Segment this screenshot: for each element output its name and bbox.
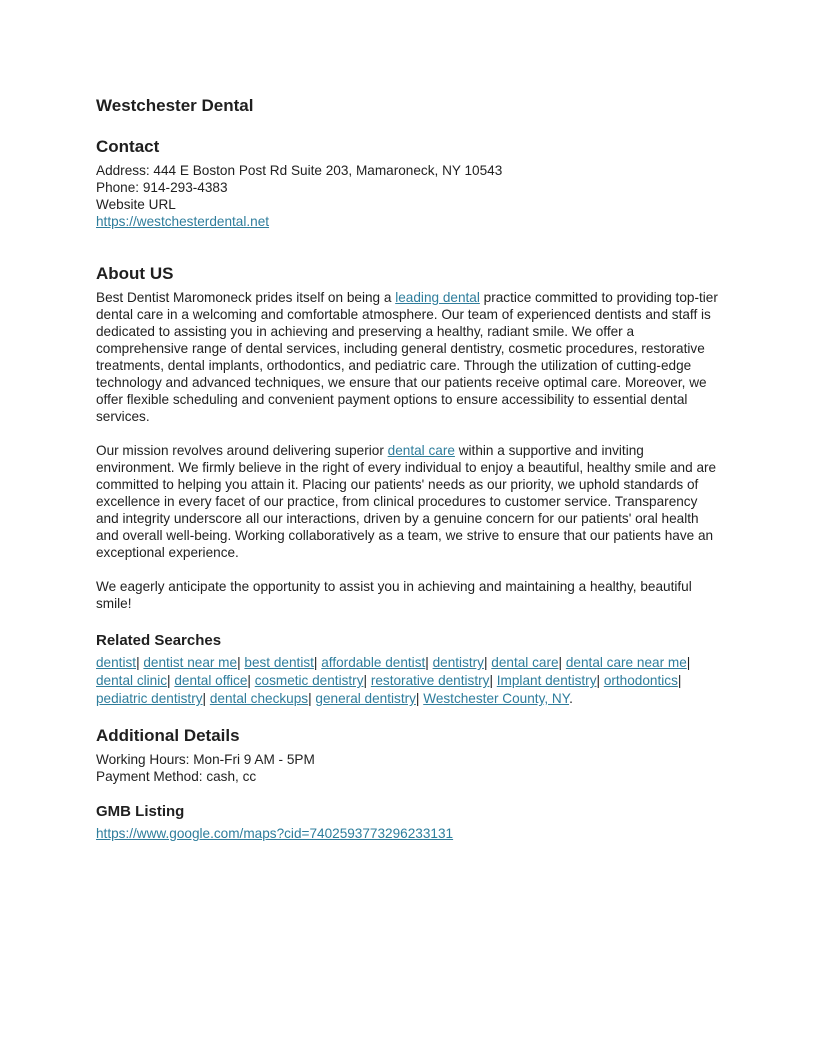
doc-title: Westchester Dental [96, 96, 254, 115]
link-separator: | [136, 655, 144, 670]
dental-care-link[interactable]: dental care [387, 443, 455, 458]
related-searches-section [96, 632, 720, 708]
link-separator: | [596, 673, 604, 688]
gmb-link-line [96, 825, 720, 843]
link-separator: | [415, 691, 424, 706]
related-search-link[interactable]: affordable dentist [321, 655, 426, 670]
related-search-link[interactable]: dental care [491, 655, 559, 670]
link-separator: | [558, 655, 566, 670]
link-separator: | [425, 655, 433, 670]
contact-heading: Contact [96, 137, 160, 156]
additional-details-heading: Additional Details [96, 726, 240, 745]
link-separator: | [677, 673, 682, 688]
about-paragraph-1 [96, 289, 720, 425]
related-search-link[interactable]: dental office [174, 673, 248, 688]
related-searches-heading: Related Searches [96, 632, 222, 649]
gmb-listing-link[interactable]: https://www.google.com/maps?cid=7402593773296233131 [96, 826, 454, 841]
link-separator: | [313, 655, 322, 670]
link-separator: | [167, 673, 175, 688]
related-search-link[interactable]: dentistry [432, 655, 484, 670]
related-search-link[interactable]: dental checkups [209, 691, 309, 706]
related-searches-links [96, 654, 720, 708]
additional-details-section [96, 726, 720, 785]
gmb-listing-section [96, 803, 720, 843]
related-search-link[interactable]: restorative dentistry [370, 673, 490, 688]
leading-dental-link[interactable]: leading dental [395, 290, 480, 305]
link-separator: | [489, 673, 497, 688]
contact-website-label: Website URL [96, 197, 176, 212]
contact-website-line [96, 213, 720, 230]
link-separator: | [247, 673, 255, 688]
contact-address: Address: 444 E Boston Post Rd Suite 203, Mamaroneck, NY 10543 [96, 163, 503, 178]
about-paragraph-3: We eagerly anticipate the opportunity to assist you in achieving and maintaining a healthy, beautiful smile! [96, 579, 692, 611]
website-link[interactable]: https://westchesterdental.net [96, 214, 270, 229]
payment-method-line: Payment Method: cash, cc [96, 769, 257, 784]
about-p2-text-after: within a supportive and inviting environment. We firmly believe in the right of every individual to enjoy a beautiful, healthy smile and are committed to helping you attain it. Placing our patients' needs as our priority, we uphold standards of excellence in every facet of our practice, from clinical procedures to customer service. Transparency and integrity underscore all our interactions, driven by a genuine concern for our patients' oral health and overall well-being. Working collaboratively as a team, we strive to ensure that our patients have an exceptional experience. [96, 443, 717, 560]
contact-section [96, 137, 720, 230]
about-p1-text-after: practice committed to providing top-tier dental care in a welcoming and comfortable atmosphere. Our team of experienced dentists and staff is dedicated to assisting you in achieving and preserving a healthy, radiant smile. We offer a comprehensive range of dental services, including general dentistry, cosmetic procedures, restorative treatments, dental implants, orthodontics, and pediatric care. Through the utilization of cutting-edge technology and advanced techniques, we ensure that our patients receive optimal care. Moreover, we offer flexible scheduling and convenient payment options to ensure accessibility to essential dental services. [96, 290, 718, 424]
contact-phone: Phone: 914-293-4383 [96, 180, 228, 195]
about-p2-text-before: Our mission revolves around delivering superior [96, 443, 388, 458]
link-separator: | [686, 655, 691, 670]
link-separator: | [483, 655, 492, 670]
link-separator: | [237, 655, 245, 670]
working-hours-line: Working Hours: Mon-Fri 9 AM - 5PM [96, 752, 315, 767]
link-separator: | [363, 673, 371, 688]
related-search-link[interactable]: best dentist [244, 655, 314, 670]
related-search-link[interactable]: Westchester County, NY [423, 691, 570, 706]
related-search-link[interactable]: orthodontics [603, 673, 678, 688]
link-separator: | [202, 691, 210, 706]
about-section [96, 264, 720, 612]
link-separator: | [308, 691, 316, 706]
related-search-link[interactable]: Implant dentistry [496, 673, 597, 688]
related-search-link[interactable]: dentist [96, 655, 137, 670]
related-search-link[interactable]: pediatric dentistry [96, 691, 203, 706]
related-search-link[interactable]: cosmetic dentistry [254, 673, 364, 688]
about-paragraph-2 [96, 442, 720, 561]
links-terminator: . [569, 691, 573, 706]
related-search-link[interactable]: dentist near me [143, 655, 238, 670]
related-search-link[interactable]: dental care near me [565, 655, 687, 670]
related-search-link[interactable]: general dentistry [315, 691, 416, 706]
gmb-listing-heading: GMB Listing [96, 803, 185, 820]
about-p1-text-before: Best Dentist Maromoneck prides itself on being a [96, 290, 396, 305]
about-heading: About US [96, 264, 174, 283]
related-search-link[interactable]: dental clinic [96, 673, 168, 688]
